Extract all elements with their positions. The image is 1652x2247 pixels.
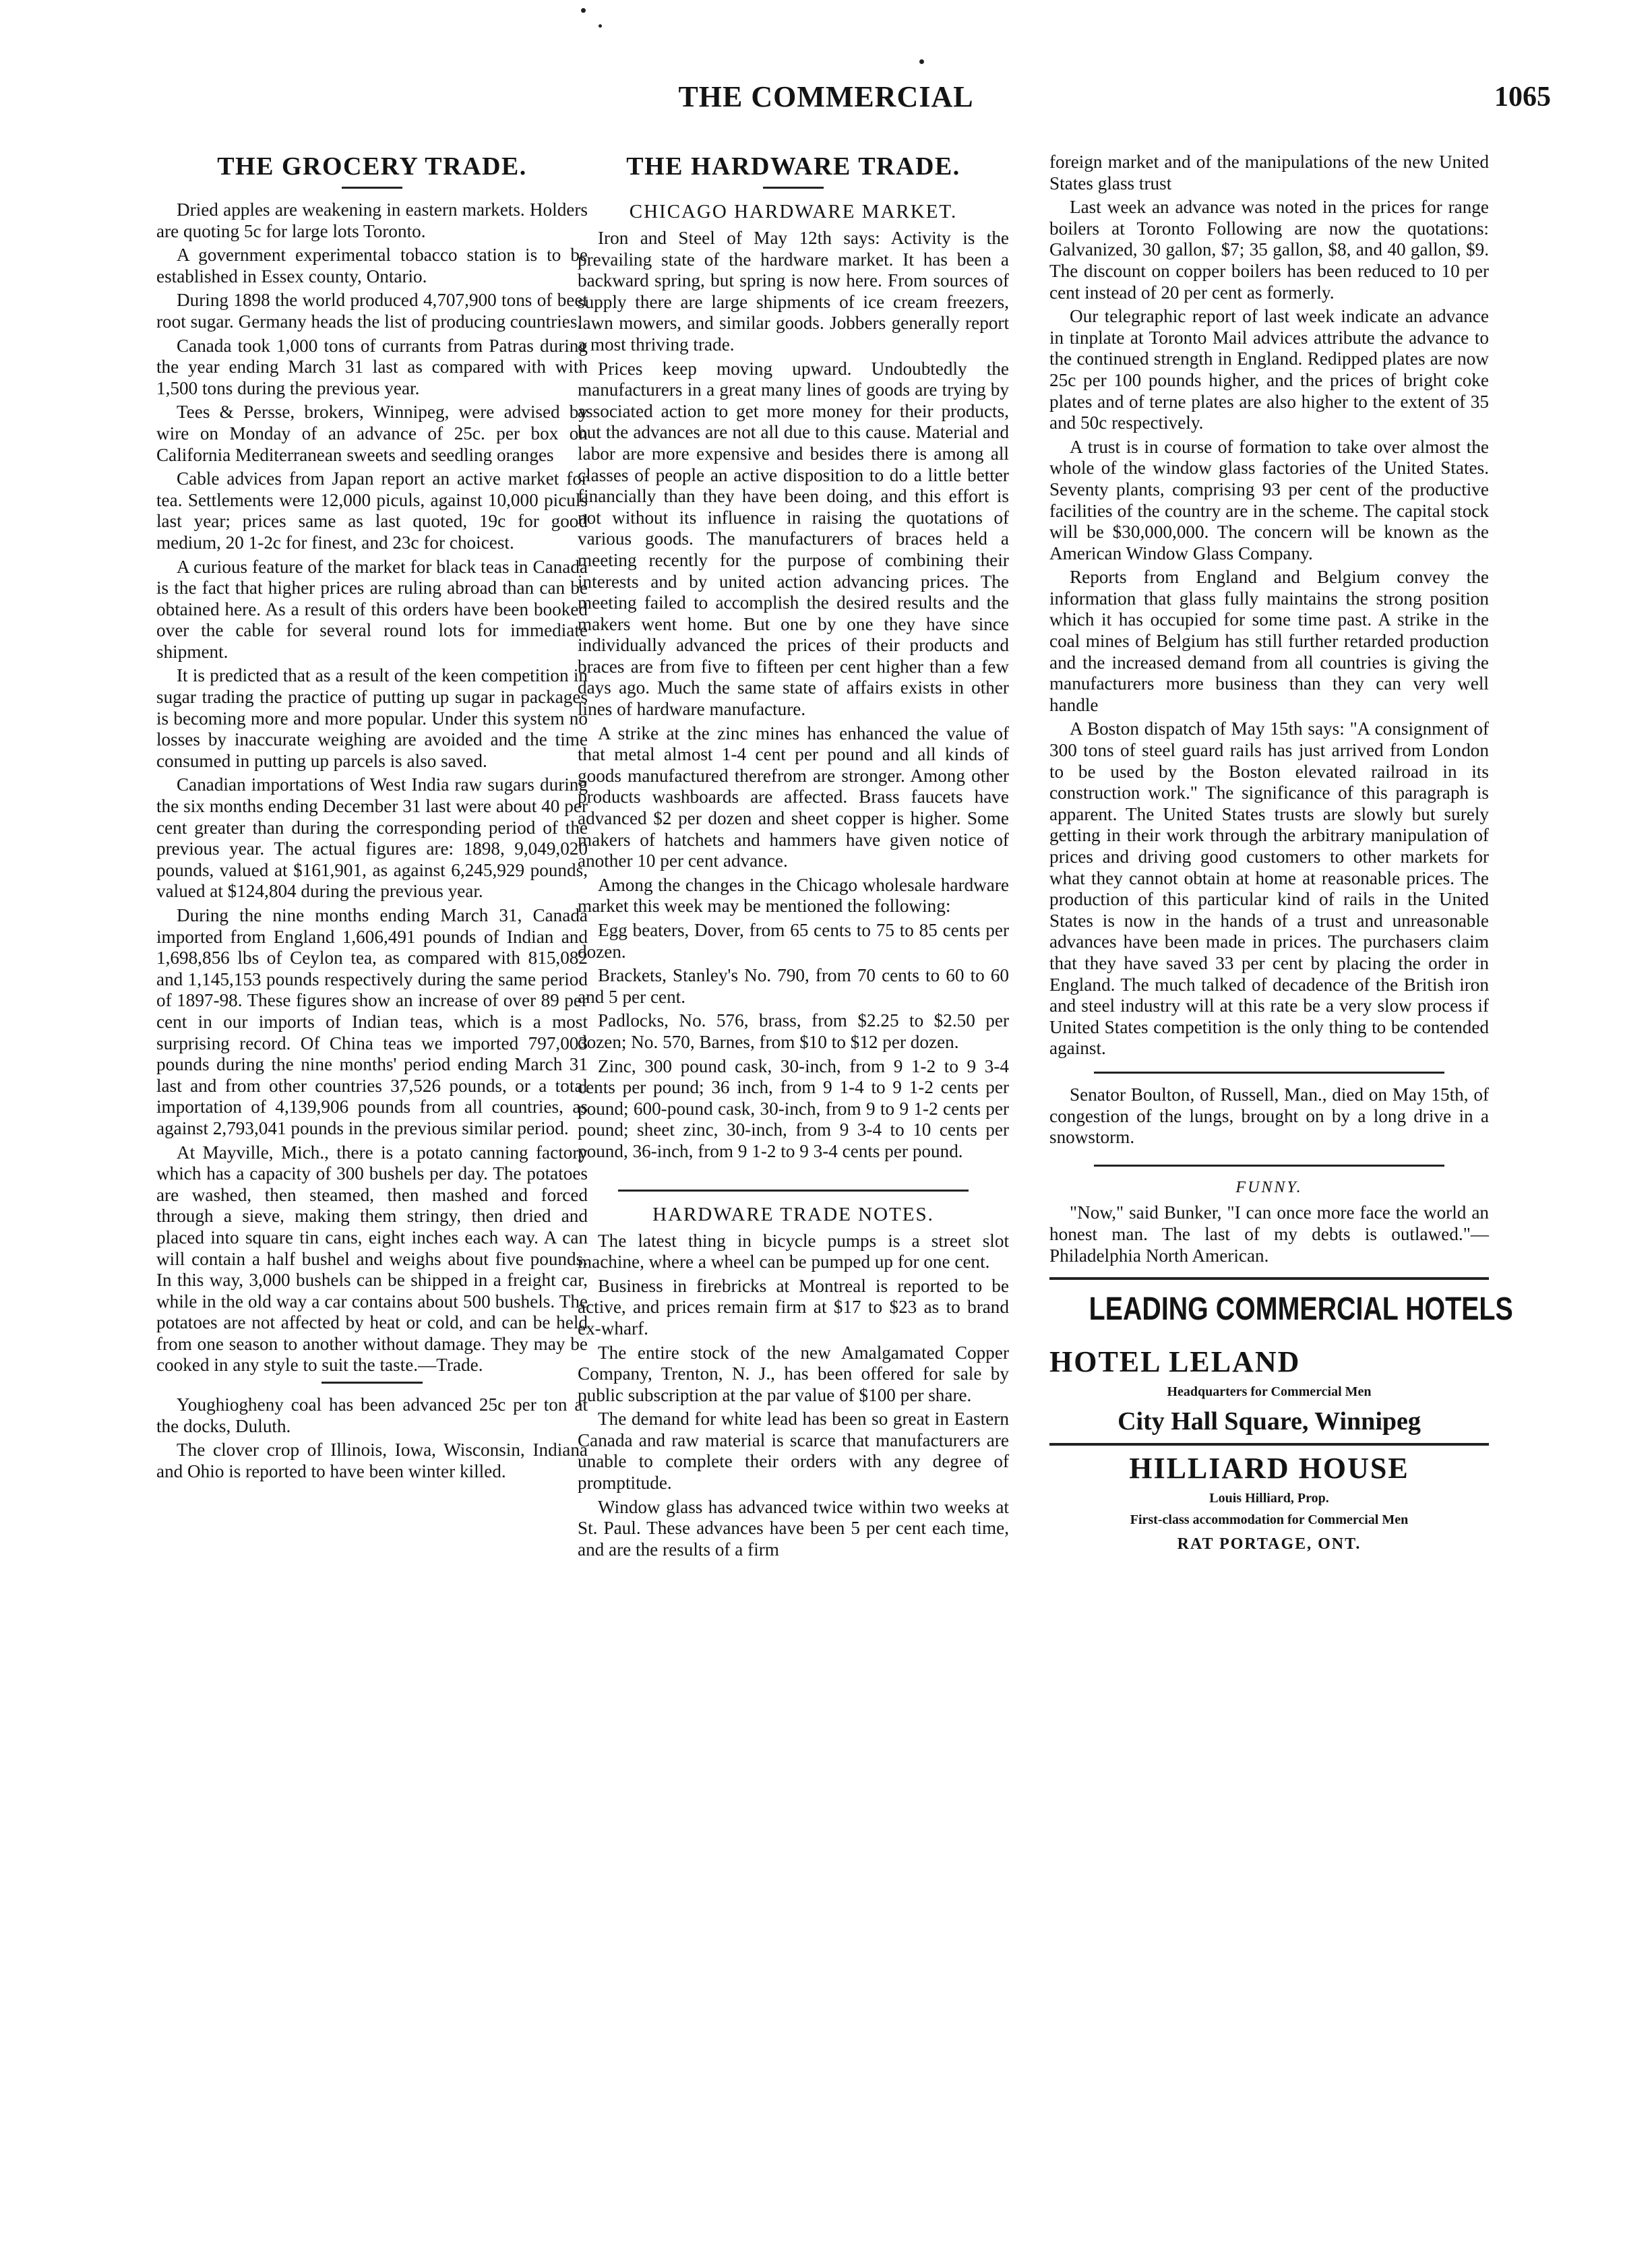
article-paragraph: The entire stock of the new Amalgamated Copper Company, Trenton, N. J., has been offered for sale by public subscription at the par value of $100 per share.: [578, 1342, 1009, 1405]
article-paragraph: Canadian importations of West India raw sugars during the six months ending December 31 last were about 40 per cent greater than during the corresponding period of the previous year. The actual figures are: 1898, 9,049,020 pounds, valued at $161,901, as against 6,245,929 pounds, valued at $124,804 during the previous year.: [156, 774, 588, 902]
article-paragraph: Iron and Steel of May 12th says: Activity is the prevailing state of the hardware market. It has been a backward spring, but spring is now here. From sources of supply there are large shipments of ice cream freezers, lawn mowers, and similar goods. Jobbers generally report a most thriving trade.: [578, 228, 1009, 355]
print-speck: [919, 59, 924, 64]
print-speck: [581, 8, 586, 13]
article-paragraph: Among the changes in the Chicago wholesale hardware market this week may be mentioned the following:: [578, 874, 1009, 917]
price-change-item: Zinc, 300 pound cask, 30-inch, from 9 1-2 to 9 3-4 cents per pound; 36 inch, from 9 1-4 to 9 1-2 cents per pound; 600-pound cask, 30-inch, from 9 to 9 1-2 cents per pound; sheet zinc, 30-inch, from 9 3-4 to 10 cents per pound, 36-inch, from 9 1-2 to 9 3-4 cents per pound.: [578, 1055, 1009, 1161]
price-change-item: Padlocks, No. 576, brass, from $2.25 to $2.50 per dozen; No. 570, Barnes, from $10 to $12 per dozen.: [578, 1010, 1009, 1052]
article-paragraph: The latest thing in bicycle pumps is a street slot machine, where a wheel can be pumped up for one cent.: [578, 1230, 1009, 1272]
ad-title: LEADING COMMERCIAL HOTELS: [1089, 1291, 1513, 1328]
article-paragraph: Canada took 1,000 tons of currants from Patras during the year ending March 31 last as compared with with 1,500 tons during the previous year.: [156, 335, 588, 398]
article-paragraph: Dried apples are weakening in eastern markets. Holders are quoting 5c for large lots Toronto.: [156, 199, 588, 241]
column-hardware: [578, 152, 1009, 1560]
divider-rule: [1094, 1165, 1444, 1167]
section-heading-hardware: THE HARDWARE TRADE.: [626, 152, 960, 181]
divider-rule: [322, 1382, 423, 1384]
article-paragraph: During 1898 the world produced 4,707,900 tons of beet root sugar. Germany heads the list of producing countries.: [156, 290, 588, 332]
publication-title: THE COMMERCIAL: [678, 80, 974, 113]
subheading-chicago-market: CHICAGO HARDWARE MARKET.: [629, 201, 958, 222]
article-paragraph: During the nine months ending March 31, Canada imported from England 1,606,491 pounds of Indian and 1,698,856 lbs of Ceylon tea, as compared with 815,082 and 1,145,153 pounds respectively during the same period of 1897-98. These figures show an increase of over 89 per cent in our imports of Indian teas, which is a most surprising record. Of China teas we imported 797,003 pounds during the nine months' period ending March 31 last and from other countries 37,526 pounds, or a total importation of 4,139,906 pounds from all countries, as against 2,793,041 pounds in the previous similar period.: [156, 905, 588, 1138]
hotel-leland-location: City Hall Square, Winnipeg: [1118, 1407, 1421, 1436]
article-paragraph: Tees & Persse, brokers, Winnipeg, were advised by wire on Monday of an advance of 25c. per box on California Mediterranean sweets and seedling oranges: [156, 402, 588, 465]
column-three: [1049, 152, 1513, 1560]
price-change-item: Brackets, Stanley's No. 790, from 70 cents to 60 to 60 and 5 per cent.: [578, 965, 1009, 1007]
hotels-advertisement: [1049, 1291, 1513, 1555]
funny-text: "Now," said Bunker, "I can once more face the world an honest man. The last of my debts is outlawed."—Philadelphia North American.: [1049, 1202, 1489, 1266]
article-paragraph: Cable advices from Japan report an active market for tea. Settlements were 12,000 piculs, against 10,000 piculs last year; prices same as last quoted, 19c for good medium, 20 1-2c for finest, and 23c for choicest.: [156, 468, 588, 553]
article-paragraph: The clover crop of Illinois, Iowa, Wisconsin, Indiana and Ohio is reported to have been winter killed.: [156, 1440, 588, 1481]
article-paragraph: Business in firebricks at Montreal is reported to be active, and prices remain firm at $17 to $23 as to brand ex-wharf.: [578, 1275, 1009, 1338]
page-header: [101, 80, 1551, 127]
price-change-item: Egg beaters, Dover, from 65 cents to 75 to 85 cents per dozen.: [578, 920, 1009, 962]
ad-top-rule: [1049, 1277, 1489, 1280]
print-speck: [599, 24, 602, 28]
page-number: 1065: [1494, 82, 1551, 113]
article-paragraph: A government experimental tobacco station is to be established in Essex county, Ontario.: [156, 245, 588, 286]
article-paragraph: Our telegraphic report of last week indicate an advance in tinplate at Toronto Mail advices attribute the advance to the continued strength in England. Redipped plates are now 25c per 100 pounds higher, and the prices of bright coke plates and of terne plates are also higher to the extent of 35 and 50c respectively.: [1049, 306, 1489, 433]
hilliard-house-owner: Louis Hilliard, Prop.: [1209, 1491, 1329, 1506]
section-heading-grocery: THE GROCERY TRADE.: [217, 152, 527, 181]
hilliard-house-location: RAT PORTAGE, ONT.: [1177, 1535, 1362, 1553]
article-paragraph: It is predicted that as a result of the keen competition in sugar trading the practice of putting up sugar in packages is becoming more and more popular. Under this system no losses by inaccurate weighing are avoided and the time consumed in putting up parcels is also saved.: [156, 665, 588, 771]
hotel-leland-tagline: Headquarters for Commercial Men: [1167, 1384, 1372, 1400]
article-paragraph: A trust is in course of formation to take over almost the whole of the window glass factories of the United States. Seventy plants, comprising 93 per cent of the productive facilities of the country are in the scheme. The capital stock will be $30,000,000. The concern will be known as the American Window Glass Company.: [1049, 436, 1489, 563]
article-paragraph: Prices keep moving upward. Undoubtedly the manufacturers in a great many lines of goods are trying by associated action to get more money for their products, but the advances are not all due to this cause. Material and labor are more expensive and besides there is among all classes of people an active disposition to do a little better financially than they have been doing, and this effort is not without its influence in raising the quotations of various goods. The manufacturers of braces held a meeting recently for the purpose of combining their interests and by united action advancing prices. The meeting failed to accomplish the desired results and the makers went home. But one by one they have since individually advanced the prices of their products and braces are from five to fifteen per cent higher than a few days ago. Much the same state of affairs exists in other lines of hardware manufacture.: [578, 358, 1009, 720]
subheading-hardware-notes: HARDWARE TRADE NOTES.: [652, 1203, 934, 1225]
funny-heading: FUNNY.: [1235, 1178, 1303, 1196]
divider-rule: [618, 1190, 969, 1192]
column-grocery: [156, 152, 588, 1482]
article-paragraph: Youghiogheny coal has been advanced 25c per ton at the docks, Duluth.: [156, 1394, 588, 1436]
article-paragraph: Window glass has advanced twice within two weeks at St. Paul. These advances have been 5 per cent each time, and are the results of a firm: [578, 1496, 1009, 1560]
article-paragraph: The demand for white lead has been so great in Eastern Canada and raw material is scarce that manufacturers are unable to complete their orders with any degree of promptitude.: [578, 1409, 1009, 1494]
article-paragraph: A strike at the zinc mines has enhanced the value of that metal almost 1-4 cent per pound and all kinds of goods manufactured therefrom are stronger. Among other products washboards are affected. Brass faucets have advanced $2 per dozen and sheet copper is higher. Some makers of hatchets and hammers have given notice of another 10 per cent advance.: [578, 722, 1009, 871]
hotel-leland-name: HOTEL LELAND: [1049, 1345, 1301, 1379]
hilliard-house-tagline: First-class accommodation for Commercial Men: [1130, 1512, 1409, 1528]
article-paragraph: Reports from England and Belgium convey the information that glass fully maintains the strong position which it has occupied for some time past. A strike in the coal mines of Belgium has still further retarded production and the increased demand from all countries is giving the manufacturers more business than they can very well handle: [1049, 567, 1489, 715]
obituary-notice: Senator Boulton, of Russell, Man., died on May 15th, of congestion of the lungs, brought on by a long drive in a snowstorm.: [1049, 1084, 1489, 1148]
article-paragraph: A curious feature of the market for black teas in Canada is the fact that higher prices are ruling abroad than can be obtained here. As a result of this orders have been booked over the cable for several round lots for immediate shipment.: [156, 556, 588, 662]
heading-rule: [342, 187, 402, 189]
heading-rule: [763, 187, 824, 189]
article-paragraph: A Boston dispatch of May 15th says: "A consignment of 300 tons of steel guard rails has just arrived from London to be used by the Boston elevated railroad in its construction work." The significance of this paragraph is apparent. The United States trusts are slowly but surely getting in their work through the arbitrary manipulation of prices and driving good customers to other markets for what they cannot obtain at home at reasonable prices. The production of this particular kind of rails in the United States is now in the hands of a trust and unreasonable advances have been made in prices. The purchasers claim that they have saved 33 per cent by placing the order in England. The much talked of decadence of the British iron and steel industry will at this rate be a very slow process if United States competition is the only thing to be contended against.: [1049, 718, 1489, 1059]
article-paragraph: Last week an advance was noted in the prices for range boilers at Toronto Following are now the quotations: Galvanized, 30 gallon, $7; 35 gallon, $8, and 40 gallon, $9. The discount on copper boilers has been reduced to 10 per cent instead of 20 per cent as formerly.: [1049, 197, 1489, 303]
divider-rule: [1094, 1072, 1444, 1074]
article-paragraph: foreign market and of the manipulations of the new United States glass trust: [1049, 152, 1489, 193]
ad-divider-rule: [1049, 1443, 1489, 1446]
hilliard-house-name: HILLIARD HOUSE: [1129, 1452, 1409, 1485]
article-paragraph: At Mayville, Mich., there is a potato canning factory which has a capacity of 300 bushels per day. The potatoes are washed, then steamed, then mashed and forced through a sieve, making them stringy, then dried and placed into square tin cans, eight inches each way. A can will contain a half bushel and weighs about five pounds. In this way, 3,000 bushels can be shipped in a freight car, while in the old way a car contains about 500 bushels. The potatoes are not affected by heat or cold, and can be held from one season to another without damage. They may be cooked in any style to suit the taste.—Trade.: [156, 1142, 588, 1376]
